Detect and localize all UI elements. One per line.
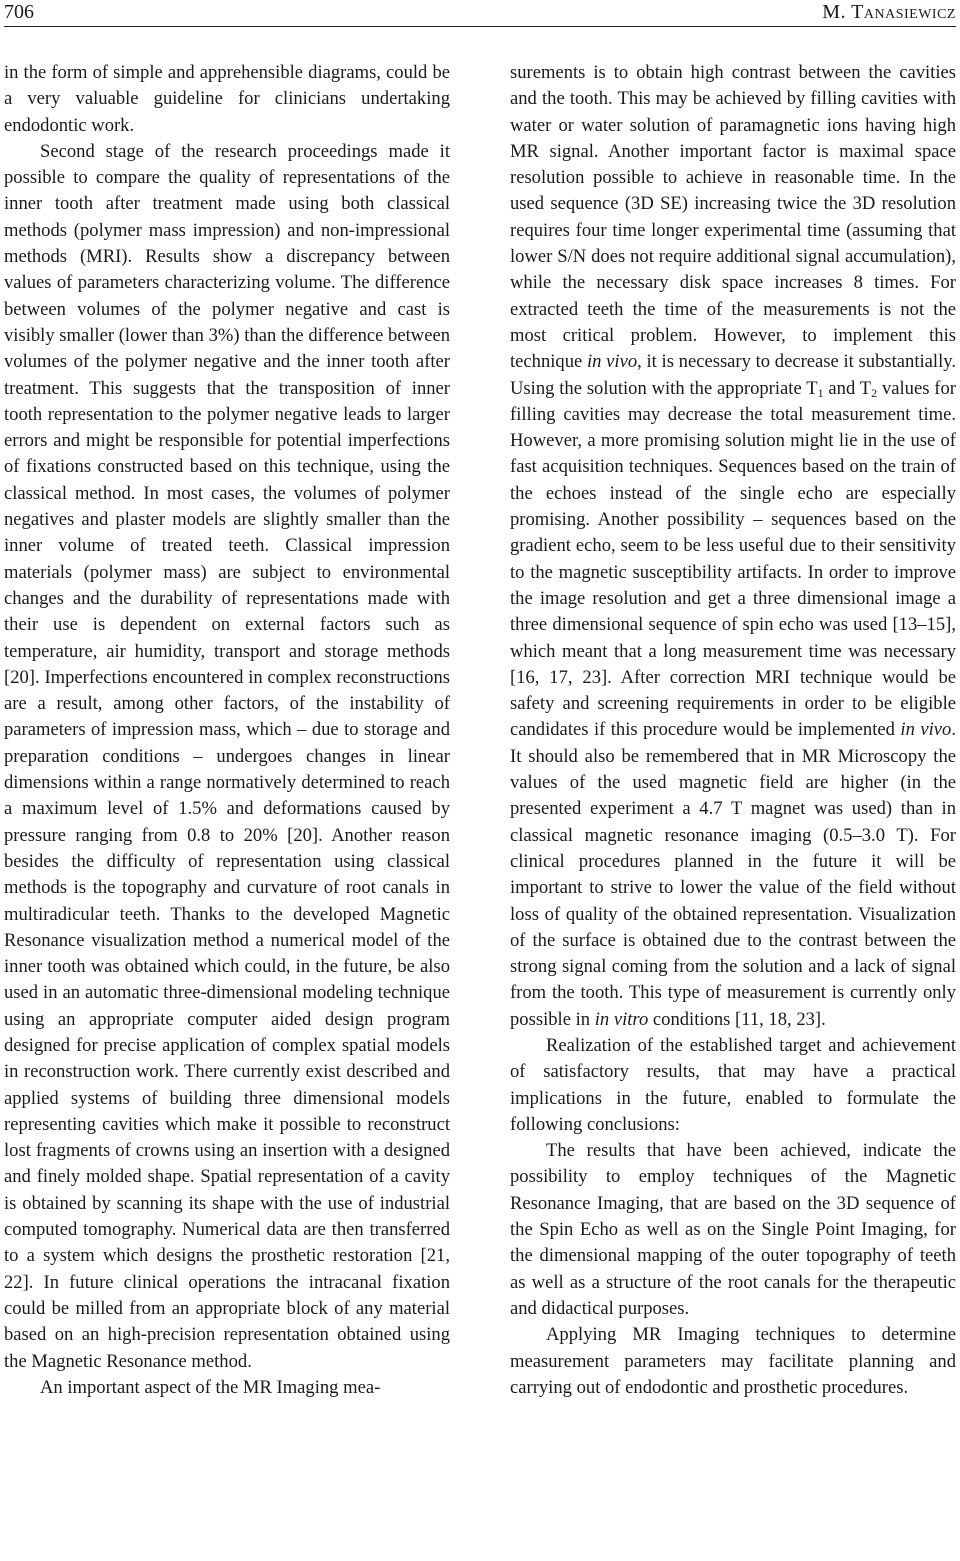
paragraph-conclusion-2: Applying MR Imaging techniques to determine measurement parameters may facilitate planning and carrying out of endodontic and prosthetic procedures. [510,1324,956,1398]
running-header [4,0,956,27]
text-run: and T [823,377,872,399]
text-run: , it is necessary to decrease it substantially. Using the solution with the appropriate T [510,351,956,399]
paragraph-mr-continued [510,60,956,1033]
italic-term: in vitro [594,1008,649,1030]
italic-term: in vivo [587,351,638,373]
paragraph-realization: Realization of the established target and achievement of satisfactory results, that may have a practical implications in the future, enabled to formulate the following conclusions: [510,1034,956,1135]
paragraph-conclusion-1: The results that have been achieved, indicate the possibility to employ techniques of the Magnetic Resonance Imaging, that are based on the 3D sequence of the Spin Echo as well as on the Single Point Imaging, for the dimensional mapping of the outer topography of teeth as well as a structure of the root canals for the therapeutic and didactical purposes. [510,1140,956,1319]
left-column [4,60,450,1401]
italic-term: in vivo [900,719,952,741]
paragraph-discussion: Second stage of the research proceedings made it possible to compare the quality of representations of the inner tooth after treatment made using both classical methods (polymer mass impression) and non-impressional methods (MRI). Results show a discrepancy between values of parameters characterizing volume. The difference between volumes of the polymer negative and cast is visibly smaller (lower than 3%) than the difference between volumes of the polymer negative and the inner tooth after treatment. This suggests that the transposition of inner tooth representation to the polymer negative leads to larger errors and might be responsible for potential imperfections of fixations constructed based on this technique, using the classical method. In most cases, the volumes of polymer negatives and plaster models are slightly smaller than the inner volume of treated teeth. Classical impression materials (polymer mass) are subject to environmental changes and the durability of representations made with their use is dependent on external factors such as temperature, air humidity, transport and storage methods [20]. Imperfections encountered in complex reconstructions are a result, among other factors, of the instability of parameters of impression mass, which – due to storage and preparation conditions – undergoes changes in linear dimensions within a range normatively determined to reach a maximum level of 1.5% and deformations caused by pressure ranging from 0.8 to 20% [20]. Another reason besides the difficulty of representation using classical methods is the topography and curvature of root canals in multiradicular teeth. Thanks to the developed Magnetic Resonance visualization method a numerical model of the inner tooth was obtained which could, in the future, be also used in an automatic three-dimensional modeling technique using an appropriate computer aided design program designed for precise application of complex spatial models in reconstruction work. There currently exist described and applied systems of building three dimensional models representing cavities which make it possible to reconstruct lost fragments of crowns using an insertion with a designed and finely molded shape. Spatial representation of a cavity is obtained by scanning its shape with the use of industrial computed tomography. Numerical data are then transferred to a system which designs the prosthetic restoration [21, 22]. In future clinical operations the intracanal fixation could be milled from an appropriate block of any material based on an high-precision representation obtained using the Magnetic Resonance method. [4,140,450,1372]
text-run: values for filling cavities may decrease the total measurement time. However, a more promising solution might lie in the use of fast acquisition techniques. Sequences based on the train of the echoes instead of the single echo are especially promising. Another possibility – sequences based on the gradient echo, seem to be less useful due to their sensitivity to the magnetic susceptibility artifacts. In order to improve the image resolution and get a three dimensional image a three dimensional sequence of spin echo was used [13–15], which meant that a long measurement time was necessary [16, 17, 23]. After correction MRI technique would be safety and screening requirements in order to be eligible candidates if this procedure would be implemented [510,377,956,741]
text-run: . It should also be remembered that in MR Microscopy the values of the used magnetic field are higher (in the presented experiment a 4.7 T magnet was used) than in classical magnetic resonance imaging (0.5–3.0 T). For clinical procedures planned in the future it will be important to strive to lower the value of the field without loss of quality of the obtained representation. Visualization of the surface is obtained due to the contrast between the strong signal coming from the solution and a lack of signal from the tooth. This type of measurement is currently only possible in [510,719,956,1030]
subscript: 1 [817,385,824,400]
right-column [510,60,956,1401]
text-run: conditions [11, 18, 23]. [648,1008,826,1030]
paragraph-continued: in the form of simple and apprehensible diagrams, could be a very valuable guideline for clinicians undertaking endodontic work. [4,62,450,136]
running-author: M. Tanasiewicz [822,1,956,23]
page-number: 706 [4,1,34,23]
paragraph-mr-aspect: An important aspect of the MR Imaging mea- [40,1376,381,1398]
subscript: 2 [871,385,878,400]
text-run: surements is to obtain high contrast between the cavities and the tooth. This may be achieved by filling cavities with water or water solution of paramagnetic ions having high MR signal. Another important factor is maximal space resolution possible to achieve in reasonable time. In the used sequence (3D SE) increasing twice the 3D resolution requires four time longer experimental time (assuming that lower S/N does not require additional signal accumulation), while the necessary disk space increases 8 times. For extracted teeth the time of the measurements is not the most critical problem. However, to implement this technique [510,62,956,373]
